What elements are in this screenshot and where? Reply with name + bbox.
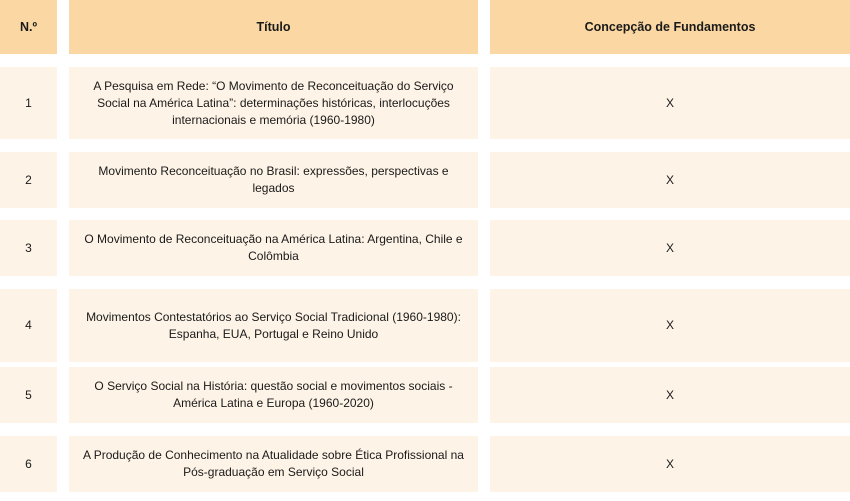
row-6-number: 6 [0,436,57,492]
row-1-concept: X [490,67,850,139]
row-3-number: 3 [0,220,57,276]
row-3-title: O Movimento de Reconceituação na América Latina: Argentina, Chile e Colômbia [69,220,478,276]
row-4-concept: X [490,289,850,362]
row-1-title: A Pesquisa em Rede: “O Movimento de Reconceituação do Serviço Social na América Latina”: determinações históricas, interlocuções internacionais e memória (1960-1980) [69,67,478,139]
row-4-number: 4 [0,289,57,362]
row-6-title: A Produção de Conhecimento na Atualidade sobre Ética Profissional na Pós-graduação em Serviço Social [69,436,478,492]
row-2-number: 2 [0,152,57,208]
header-title: Título [69,0,478,54]
row-6-concept: X [490,436,850,492]
row-2-concept: X [490,152,850,208]
row-2-title: Movimento Reconceituação no Brasil: expressões, perspectivas e legados [69,152,478,208]
row-4-title: Movimentos Contestatórios ao Serviço Social Tradicional (1960-1980): Espanha, EUA, Portugal e Reino Unido [69,289,478,362]
row-5-number: 5 [0,367,57,423]
header-concept: Concepção de Fundamentos [490,0,850,54]
row-5-concept: X [490,367,850,423]
header-number: N.º [0,0,57,54]
row-3-concept: X [490,220,850,276]
row-1-number: 1 [0,67,57,139]
row-5-title: O Serviço Social na História: questão social e movimentos sociais - América Latina e Europa (1960-2020) [69,367,478,423]
